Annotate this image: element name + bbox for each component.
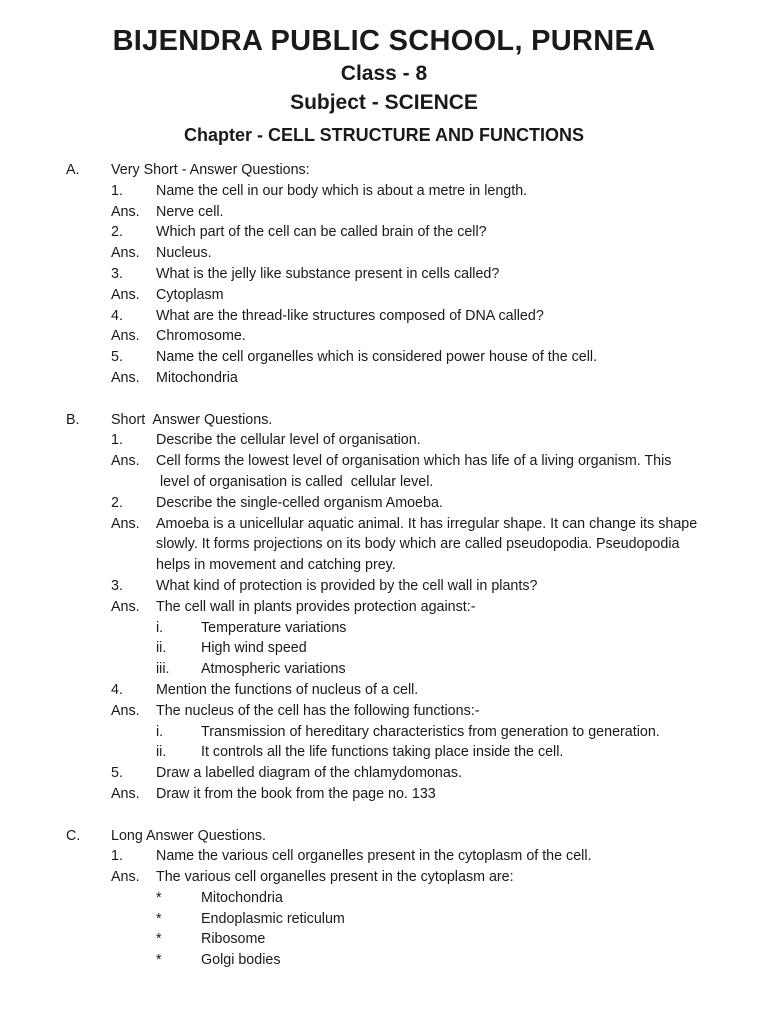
answer-line — [0, 867, 768, 888]
answer-text: Cell forms the lowest level of organisation which has life of a living organism. This — [156, 453, 672, 470]
list-item — [0, 909, 768, 930]
section-heading — [0, 826, 768, 847]
answer-label: Ans. — [111, 328, 140, 345]
answer-text: The various cell organelles present in the cytoplasm are: — [156, 869, 514, 886]
list-item — [0, 929, 768, 950]
question-number: 3. — [111, 265, 123, 282]
answer-line — [0, 202, 768, 223]
list-item — [0, 888, 768, 909]
question-line — [0, 347, 768, 368]
question-line — [0, 846, 768, 867]
answer-line — [0, 368, 768, 389]
question-number: 2. — [111, 494, 123, 511]
list-text: Golgi bodies — [201, 952, 281, 969]
question-number: 4. — [111, 307, 123, 324]
answer-text: level of organisation is called cellular level. — [156, 473, 434, 490]
question-number: 1. — [111, 182, 123, 199]
list-item — [0, 659, 768, 680]
question-text: Name the cell organelles which is considered power house of the cell. — [156, 349, 598, 366]
list-marker: iii. — [156, 661, 170, 678]
answer-line — [0, 451, 768, 472]
answer-line — [0, 514, 768, 535]
section-label: B. — [66, 411, 80, 428]
document-header — [0, 0, 768, 150]
question-line — [0, 264, 768, 285]
question-line — [0, 222, 768, 243]
question-text: Draw a labelled diagram of the chlamydomonas. — [156, 765, 462, 782]
answer-text: Nucleus. — [156, 245, 212, 262]
list-item — [0, 638, 768, 659]
question-text: Name the cell in our body which is about a metre in length. — [156, 182, 528, 199]
answer-line — [0, 784, 768, 805]
question-line — [0, 181, 768, 202]
question-text: Mention the functions of nucleus of a cell. — [156, 681, 419, 698]
question-content — [0, 160, 768, 971]
chapter-title: Chapter - CELL STRUCTURE AND FUNCTIONS — [184, 125, 584, 145]
question-text: Describe the cellular level of organisation. — [156, 432, 421, 449]
answer-text: The nucleus of the cell has the following functions:- — [156, 702, 480, 719]
list-text: Endoplasmic reticulum — [201, 910, 345, 927]
answer-text: helps in movement and catching prey. — [156, 557, 396, 574]
answer-label: Ans. — [111, 869, 140, 886]
answer-text: Amoeba is a unicellular aquatic animal. It has irregular shape. It can change its shape — [156, 515, 698, 532]
list-text: Temperature variations — [201, 619, 347, 636]
section-title: Very Short - Answer Questions: — [111, 162, 310, 178]
question-number: 5. — [111, 765, 123, 782]
answer-line — [0, 326, 768, 347]
answer-label: Ans. — [111, 245, 140, 262]
list-marker: * — [156, 931, 162, 948]
answer-line — [0, 597, 768, 618]
list-marker: ii. — [156, 640, 167, 657]
question-number: 5. — [111, 349, 123, 366]
list-item — [0, 618, 768, 639]
section-label: C. — [66, 827, 81, 844]
list-marker: ii. — [156, 744, 167, 761]
question-line — [0, 430, 768, 451]
list-item — [0, 950, 768, 971]
section-title: Short Answer Questions. — [111, 411, 273, 428]
list-marker: * — [156, 952, 162, 969]
list-text: High wind speed — [201, 640, 307, 657]
answer-label: Ans. — [111, 369, 140, 386]
question-number: 2. — [111, 224, 123, 241]
list-text: Transmission of hereditary characteristics from generation to generation. — [201, 723, 660, 740]
answer-label: Ans. — [111, 203, 140, 220]
answer-continuation — [0, 534, 768, 555]
answer-text: Mitochondria — [156, 369, 238, 386]
list-text: It controls all the life functions taking place inside the cell. — [201, 744, 564, 761]
list-item — [0, 742, 768, 763]
question-line — [0, 306, 768, 327]
answer-continuation — [0, 472, 768, 493]
question-number: 4. — [111, 681, 123, 698]
list-marker: * — [156, 889, 162, 906]
question-number: 3. — [111, 577, 123, 594]
answer-line — [0, 285, 768, 306]
section-heading — [0, 160, 768, 181]
list-marker: i. — [156, 723, 164, 740]
question-text: What is the jelly like substance present in cells called? — [156, 265, 500, 282]
answer-label: Ans. — [111, 453, 140, 470]
question-text: What are the thread-like structures composed of DNA called? — [156, 307, 544, 324]
list-text: Atmospheric variations — [201, 661, 346, 678]
answer-label: Ans. — [111, 785, 140, 802]
section-label: A. — [66, 162, 80, 178]
question-text: Describe the single-celled organism Amoeba. — [156, 494, 443, 511]
answer-label: Ans. — [111, 286, 140, 303]
answer-label: Ans. — [111, 515, 140, 532]
answer-text: Draw it from the book from the page no. 133 — [156, 785, 436, 802]
question-line — [0, 576, 768, 597]
answer-continuation — [0, 555, 768, 576]
answer-line — [0, 701, 768, 722]
question-text: Which part of the cell can be called brain of the cell? — [156, 224, 487, 241]
question-line — [0, 763, 768, 784]
answer-text: Nerve cell. — [156, 203, 224, 220]
question-number: 1. — [111, 848, 123, 865]
school-name: BIJENDRA PUBLIC SCHOOL, PURNEA — [112, 25, 656, 57]
list-marker: i. — [156, 619, 164, 636]
answer-text: slowly. It forms projections on its body which are called pseudopodia. Pseudopodia — [156, 536, 680, 553]
question-number: 1. — [111, 432, 123, 449]
list-item — [0, 722, 768, 743]
answer-line — [0, 243, 768, 264]
answer-text: Cytoplasm — [156, 286, 224, 303]
question-text: What kind of protection is provided by the cell wall in plants? — [156, 577, 538, 594]
class-label: Class - 8 — [340, 62, 428, 85]
section-spacer — [0, 805, 768, 826]
section-spacer — [0, 389, 768, 410]
question-line — [0, 493, 768, 514]
list-marker: * — [156, 910, 162, 927]
answer-text: The cell wall in plants provides protection against:- — [156, 598, 476, 615]
subject-label: Subject - SCIENCE — [290, 91, 478, 114]
answer-label: Ans. — [111, 598, 140, 615]
list-text: Ribosome — [201, 931, 266, 948]
list-text: Mitochondria — [201, 889, 283, 906]
answer-label: Ans. — [111, 702, 140, 719]
section-heading — [0, 410, 768, 431]
question-line — [0, 680, 768, 701]
section-title: Long Answer Questions. — [111, 827, 266, 844]
question-text: Name the various cell organelles present in the cytoplasm of the cell. — [156, 848, 592, 865]
answer-text: Chromosome. — [156, 328, 246, 345]
